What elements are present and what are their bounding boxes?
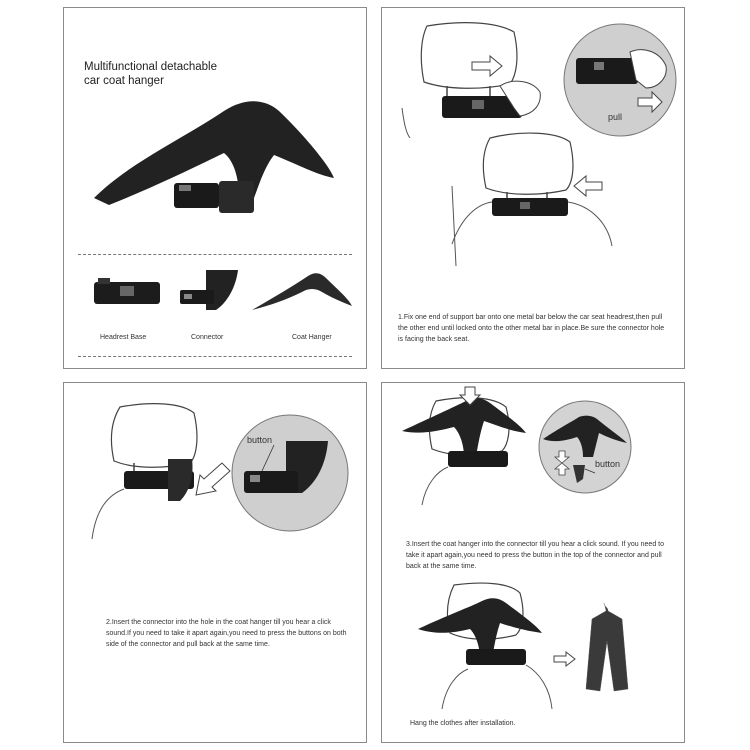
step3-instructions: 3.Insert the coat hanger into the connector till you hear a click sound. If you need to take it apart again,you need to press the button in the top of the connector and pull back at the same time. [406,541,664,570]
pull-label: pull [608,112,623,122]
step2-instructions: 2.Insert the connector into the hole in the coat hanger till you hear a click sound.If you need to take it apart again,you need to press the buttons on both side of the connector and pull back at the same time. [106,619,347,648]
hanging-jacket-illustration [582,601,632,693]
step1-instructions: 1.Fix one end of support bar onto one metal bar below the car seat headrest,then pull the other end until locked onto the other metal bar in place.Be sure the connector hole is facing the back seat. [398,314,665,343]
part-label-headrest-base: Headrest Base [100,334,147,341]
part-label-coat-hanger: Coat Hanger [292,334,332,341]
dashed-divider-bottom [78,356,352,357]
arrow-to-clothes-icon [553,651,577,667]
step1-panel [381,7,685,369]
headrest-base-illustration [92,270,162,310]
headrest-installed-illustration [452,126,652,276]
assembled-hanger-illustration [89,93,339,228]
step3-panel [381,382,685,743]
coat-hanger-illustration [248,266,356,316]
hanger-installed-illustration [412,581,562,711]
hang-clothes-note: Hang the clothes after installation. [410,720,516,727]
hanger-button-label: button [595,459,621,469]
connector-illustration [176,266,241,314]
button-callout-circle [230,413,350,533]
hanger-insert-illustration [402,387,542,507]
part-label-connector: Connector [191,334,224,341]
connector-insert-illustration [82,399,252,539]
dashed-divider-top [78,254,352,255]
product-title: Multifunctional detachable car coat hanger [84,61,217,87]
step2-panel [63,382,367,743]
intro-panel [63,7,367,369]
headrest-pull-illustration [402,18,572,138]
button-label: button [247,435,273,445]
hanger-button-callout-circle [537,399,633,495]
